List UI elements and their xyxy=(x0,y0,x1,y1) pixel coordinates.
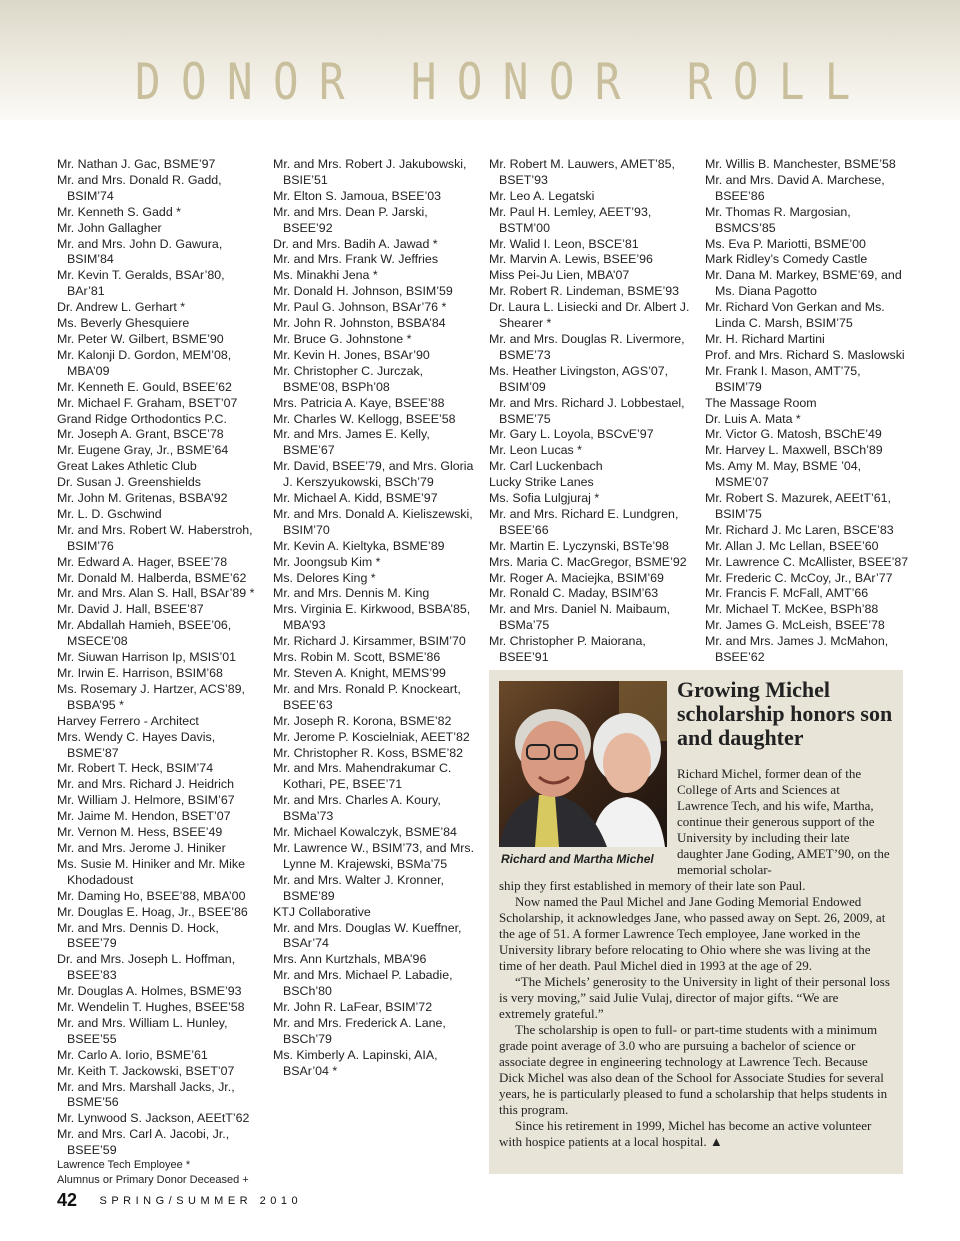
donor-entry: Mr. and Mrs. Richard J. Heidrich xyxy=(57,777,234,792)
donor-entry: Ms. Eva P. Mariotti, BSME’00 xyxy=(705,236,866,251)
donor-entry: Mr. and Mrs. Carl A. Jacobi, Jr., BSEE’59 xyxy=(57,1127,230,1158)
donor-entry: Mr. John Gallagher xyxy=(57,220,162,235)
donor-entry: Mr. Kenneth E. Gould, BSEE’62 xyxy=(57,379,232,394)
donor-entry: Mr. Kenneth S. Gadd * xyxy=(57,204,181,219)
donor-entry: Mr. and Mrs. Frank W. Jeffries xyxy=(273,252,439,267)
donor-entry: Mr. Michael Kowalczyk, BSME’84 xyxy=(273,825,457,840)
donor-entry: Mr. Leo A. Legatski xyxy=(489,188,595,203)
donor-entry: Mr. Siuwan Harrison Ip, MSIS’01 xyxy=(57,650,237,665)
donor-entry: Mr. Dana M. Markey, BSME’69, and Ms. Diana Pagotto xyxy=(705,268,902,299)
donor-entry: Ms. Beverly Ghesquiere xyxy=(57,316,190,331)
donor-entry: Mr. and Mrs. James E. Kelly, BSME’67 xyxy=(273,427,430,458)
donor-entry: Mr. Richard Von Gerkan and Ms. Linda C. Marsh, BSIM’75 xyxy=(705,300,885,331)
donor-entry: Mr. and Mrs. Douglas W. Kueffner, BSAr’74 xyxy=(273,920,462,951)
donor-entry: Mr. Kevin H. Jones, BSAr’90 xyxy=(273,347,430,362)
legend-employee: Lawrence Tech Employee * xyxy=(57,1159,191,1171)
donor-entry: Mr. Robert R. Lindeman, BSME’93 xyxy=(489,284,680,299)
donor-column-2 xyxy=(273,157,478,1080)
donor-entry: Mr. Eugene Gray, Jr., BSME’64 xyxy=(57,443,229,458)
page-footer xyxy=(57,1190,302,1211)
donor-entry: Mr. and Mrs. Robert W. Haberstroh, BSIM’76 xyxy=(57,522,253,553)
donor-entry: Mr. Steven A. Knight, MEMS’99 xyxy=(273,666,446,680)
donor-entry: Dr. and Mrs. Joseph L. Hoffman, BSEE’83 xyxy=(57,952,236,983)
donor-entry: Grand Ridge Orthodontics P.C. xyxy=(57,411,227,426)
donor-entry: Mr. James G. McLeish, BSEE’78 xyxy=(705,618,885,633)
donor-entry: Mr. Christopher P. Maiorana, BSEE’91 xyxy=(489,634,646,665)
page-title: DONOR HONOR ROLL xyxy=(135,53,871,111)
donor-entry: Mr. Kevin T. Geralds, BSAr’80, BAr’81 xyxy=(57,268,225,299)
donor-entry: Mr. David, BSEE’79, and Mrs. Gloria J. Kerszyukowski, BSCh’79 xyxy=(273,459,474,490)
donor-entry: Dr. Susan J. Greenshields xyxy=(57,475,201,490)
donor-entry: Mr. Nathan J. Gac, BSME’97 xyxy=(57,157,216,171)
donor-entry: Mr. David J. Hall, BSEE’87 xyxy=(57,602,204,617)
donor-entry: Mr. and Mrs. Marshall Jacks, Jr., BSME’56 xyxy=(57,1079,235,1110)
donor-entry: Mr. Charles W. Kellogg, BSEE’58 xyxy=(273,411,456,426)
michel-photo xyxy=(499,681,667,847)
sidebar-headline: Growing Michel scholarship honors son and daughter xyxy=(677,677,893,750)
story-intro xyxy=(677,766,893,878)
donor-entry: Harvey Ferrero - Architect xyxy=(57,713,199,728)
donor-entry: Mr. and Mrs. Dennis M. King xyxy=(273,586,430,601)
donor-entry: Mr. Michael A. Kidd, BSME’97 xyxy=(273,491,438,506)
story-paragraph: The scholarship is open to full- or part-time students with a minimum grade point average of 3.0 who are pursuing a bachelor of science or associate degree in engineering technology at Lawrence Tech. Because Dick Michel was also dean of the School for Associate Studies for several years, he is particularly pleased to fund a scholarship that helps students in this program. xyxy=(499,1022,888,1117)
donor-column-1 xyxy=(57,157,262,1159)
donor-entry: Ms. Amy M. May, BSME ’04, MSME’07 xyxy=(705,459,862,490)
donor-entry: Mr. Gary L. Loyola, BSCvE’97 xyxy=(489,427,654,442)
donor-entry: Mr. and Mrs. Alan S. Hall, BSAr’89 * xyxy=(57,586,255,601)
donor-entry: Mr. Frederic C. McCoy, Jr., BAr’77 xyxy=(705,570,893,585)
legend-deceased: Alumnus or Primary Donor Deceased + xyxy=(57,1173,249,1186)
donor-entry: Mr. Robert S. Mazurek, AEEtT’61, BSIM’75 xyxy=(705,491,891,521)
donor-entry: Ms. Susie M. Hiniker and Mr. Mike Khodadoust xyxy=(57,856,245,887)
donor-entry: Mrs. Maria C. MacGregor, BSME’92 xyxy=(489,554,687,569)
donor-entry: Ms. Kimberly A. Lapinski, AIA, BSAr’04 * xyxy=(273,1047,438,1078)
donor-entry: Miss Pei-Ju Lien, MBA’07 xyxy=(489,268,630,283)
donor-entry: Mr. Roger A. Maciejka, BSIM’69 xyxy=(489,570,664,585)
donor-entry: Mr. Martin E. Lyczynski, BSTe’98 xyxy=(489,538,669,553)
donor-entry: Mr. Michael T. McKee, BSPh’88 xyxy=(705,602,879,617)
donor-entry: Dr. Laura L. Lisiecki and Dr. Albert J. Shearer * xyxy=(489,300,690,331)
story-paragraph: ship they first established in memory of their late son Paul. xyxy=(499,878,806,893)
donor-entry: Mr. Lynwood S. Jackson, AEEtT’62 xyxy=(57,1111,250,1126)
donor-entry: Mr. Wendelin T. Hughes, BSEE’58 xyxy=(57,1000,245,1015)
story-paragraph: Now named the Paul Michel and Jane Goding Memorial Endowed Scholarship, it acknowledges Jane, who passed away on Sept. 26, 2009, at the age of 51. A former Lawrence Tech employee, Jane worked in the University library before relocating to Ohio where she was living at the time of her death. Paul Michel died in 1993 at the age of 29. xyxy=(499,894,886,973)
donor-entry: Mr. Allan J. Mc Lellan, BSEE’60 xyxy=(705,538,879,553)
donor-entry: Ms. Delores King * xyxy=(273,570,376,585)
donor-entry: Mr. Robert M. Lauwers, AMET’85, BSET’93 xyxy=(489,157,675,187)
donor-entry: Mr. Douglas A. Holmes, BSME’93 xyxy=(57,984,242,999)
donor-entry: Mr. Joongsub Kim * xyxy=(273,554,381,569)
issue-season: SPRING/SUMMER 2010 xyxy=(99,1194,303,1207)
legend xyxy=(57,1158,249,1187)
donor-entry: Mr. and Mrs. James J. McMahon, BSEE’62 xyxy=(705,634,889,665)
donor-entry: Mrs. Robin M. Scott, BSME’86 xyxy=(273,650,441,665)
donor-entry: Mr. Jaime M. Hendon, BSET’07 xyxy=(57,809,231,824)
donor-entry: Mrs. Virginia E. Kirkwood, BSBA’85, MBA’93 xyxy=(273,602,471,633)
donor-entry: Mr. and Mrs. Dennis D. Hock, BSEE’79 xyxy=(57,920,219,951)
donor-entry: Ms. Heather Livingston, AGS’07, BSIM’09 xyxy=(489,363,669,394)
donor-entry: Mr. Irwin E. Harrison, BSIM’68 xyxy=(57,666,223,680)
donor-entry: Mr. John R. LaFear, BSIM’72 xyxy=(273,1000,433,1015)
donor-entry: Mr. Lawrence C. McAllister, BSEE’87 xyxy=(705,554,909,569)
donor-entry: Mr. Kalonji D. Gordon, MEM’08, MBA’09 xyxy=(57,347,232,378)
donor-entry: Mr. Edward A. Hager, BSEE’78 xyxy=(57,554,228,569)
donor-entry: Mr. John R. Johnston, BSBA’84 xyxy=(273,316,446,331)
donor-entry: Dr. and Mrs. Badih A. Jawad * xyxy=(273,236,438,251)
donor-entry: Mr. Willis B. Manchester, BSME’58 xyxy=(705,157,896,171)
donor-entry: Mr. Ronald C. Maday, BSIM’63 xyxy=(489,586,659,601)
donor-entry: Mr. Paul G. Johnson, BSAr’76 * xyxy=(273,300,447,315)
donor-column-3 xyxy=(489,157,694,666)
donor-entry: Mr. Carl Luckenbach xyxy=(489,459,603,474)
donor-entry: Mr. Bruce G. Johnstone * xyxy=(273,331,412,346)
donor-entry: Mr. and Mrs. Donald A. Kieliszewski, BSIM’70 xyxy=(273,506,473,537)
donor-column-4 xyxy=(705,157,910,666)
donor-entry: Prof. and Mrs. Richard S. Maslowski xyxy=(705,347,905,362)
donor-entry: Mr. Richard J. Kirsammer, BSIM’70 xyxy=(273,634,466,649)
donor-entry: Ms. Sofia Lulgjuraj * xyxy=(489,491,600,506)
donor-entry: Mr. L. D. Gschwind xyxy=(57,506,162,521)
story-paragraph: “The Michels’ generosity to the University in light of their personal loss is very moving,” said Julie Vulaj, director of major gifts. “We are extremely grateful.” xyxy=(499,974,890,1021)
donor-entry: Mr. Paul H. Lemley, AEET’93, BSTM’00 xyxy=(489,204,652,235)
donor-entry: Mr. Marvin A. Lewis, BSEE’96 xyxy=(489,252,653,267)
donor-entry: Mrs. Ann Kurtzhals, MBA’96 xyxy=(273,952,427,967)
donor-entry: Mr. Christopher R. Koss, BSME’82 xyxy=(273,745,464,760)
donor-entry: Mr. and Mrs. Walter J. Kronner, BSME’89 xyxy=(273,872,444,903)
donor-entry: Mr. Donald H. Johnson, BSIM’59 xyxy=(273,284,453,299)
donor-entry: Mr. and Mrs. Daniel N. Maibaum, BSMa’75 xyxy=(489,602,671,633)
donor-entry: Mr. Richard J. Mc Laren, BSCE’83 xyxy=(705,522,894,537)
intro-paragraph: Richard Michel, former dean of the College of Arts and Sciences at Lawrence Tech, and his wife, Martha, continue their generous support of the University by including their late daughter Jane Goding, AMET’90, on the memorial scholar- xyxy=(677,766,890,877)
donor-entry: Mr. John M. Gritenas, BSBA’92 xyxy=(57,491,228,506)
donor-entry: Dr. Luis A. Mata * xyxy=(705,411,801,426)
donor-entry: Mr. and Mrs. John D. Gawura, BSIM’84 xyxy=(57,236,223,267)
story-body xyxy=(499,878,893,1150)
donor-entry: Mr. Frank I. Mason, AMT’75, BSIM’79 xyxy=(705,363,861,394)
donor-entry: Mr. Joseph R. Korona, BSME’82 xyxy=(273,713,452,728)
donor-entry: Mr. Leon Lucas * xyxy=(489,443,582,458)
donor-entry: Mr. Michael F. Graham, BSET’07 xyxy=(57,395,238,410)
donor-entry: Mr. and Mrs. David A. Marchese, BSEE’86 xyxy=(705,172,885,203)
donor-entry: Mr. and Mrs. Ronald P. Knockeart, BSEE’63 xyxy=(273,681,461,712)
donor-entry: Mr. Donald M. Halberda, BSME’62 xyxy=(57,570,247,585)
donor-entry: Ms. Rosemary J. Hartzer, ACS’89, BSBA’95 * xyxy=(57,681,245,712)
donor-entry: The Massage Room xyxy=(705,395,817,410)
donor-entry: Mr. and Mrs. Donald R. Gadd, BSIM’74 xyxy=(57,172,222,203)
donor-entry: Mr. Lawrence W., BSIM’73, and Mrs. Lynne M. Krajewski, BSMa’75 xyxy=(273,840,475,871)
donor-entry: Mr. Carlo A. Iorio, BSME’61 xyxy=(57,1047,208,1062)
donor-entry: Mr. and Mrs. Richard J. Lobbestael, BSME’75 xyxy=(489,395,685,426)
donor-entry: Mr. Elton S. Jamoua, BSEE’03 xyxy=(273,188,442,203)
donor-entry: Mr. and Mrs. Richard E. Lundgren, BSEE’66 xyxy=(489,506,679,537)
donor-entry: Mr. Kevin A. Kieltyka, BSME’89 xyxy=(273,538,445,553)
donor-entry: Dr. Andrew L. Gerhart * xyxy=(57,300,186,315)
donor-entry: Mr. and Mrs. Dean P. Jarski, BSEE’92 xyxy=(273,204,428,235)
donor-entry: Mr. Harvey L. Maxwell, BSCh’89 xyxy=(705,443,883,458)
donor-entry: Mr. and Mrs. Charles A. Koury, BSMa’73 xyxy=(273,793,441,824)
donor-entry: Mr. and Mrs. Michael P. Labadie, BSCh’80 xyxy=(273,968,453,999)
donor-entry: Mrs. Wendy C. Hayes Davis, BSME’87 xyxy=(57,729,216,760)
donor-entry: Mr. Daming Ho, BSEE’88, MBA’00 xyxy=(57,888,246,903)
donor-entry: Mr. Abdallah Hamieh, BSEE’06, MSECE’08 xyxy=(57,618,232,649)
donor-entry: Mr. and Mrs. William L. Hunley, BSEE’55 xyxy=(57,1015,228,1046)
donor-entry: Mr. Keith T. Jackowski, BSET’07 xyxy=(57,1063,235,1078)
donor-entry: KTJ Collaborative xyxy=(273,904,371,919)
donor-entry: Mr. Joseph A. Grant, BSCE’78 xyxy=(57,427,224,442)
donor-entry: Mr. and Mrs. Jerome J. Hiniker xyxy=(57,840,226,855)
donor-entry: Ms. Minakhi Jena * xyxy=(273,268,378,283)
story-paragraph: Since his retirement in 1999, Michel has become an active volunteer with hospice patients at a local hospital. ▲ xyxy=(499,1118,872,1149)
donor-entry: Great Lakes Athletic Club xyxy=(57,459,197,474)
donor-entry: Mr. and Mrs. Douglas R. Livermore, BSME’73 xyxy=(489,331,685,362)
donor-entry: Mark Ridley’s Comedy Castle xyxy=(705,252,868,267)
donor-entry: Mr. and Mrs. Frederick A. Lane, BSCh’79 xyxy=(273,1015,446,1046)
donor-entry: Mr. Vernon M. Hess, BSEE’49 xyxy=(57,825,223,840)
donor-entry: Mr. Peter W. Gilbert, BSME’90 xyxy=(57,331,224,346)
page-number: 42 xyxy=(57,1190,78,1210)
donor-entry: Mr. and Mrs. Mahendrakumar C. Kothari, PE, BSEE’71 xyxy=(273,761,452,792)
donor-entry: Mr. Robert T. Heck, BSIM’74 xyxy=(57,761,214,776)
donor-entry: Mr. Victor G. Matosh, BSChE’49 xyxy=(705,427,882,442)
donor-entry: Mr. Thomas R. Margosian, BSMCS’85 xyxy=(705,204,851,235)
donor-entry: Mr. William J. Helmore, BSIM’67 xyxy=(57,793,235,808)
donor-entry: Lucky Strike Lanes xyxy=(489,475,594,490)
donor-entry: Mr. Christopher C. Jurczak, BSME’08, BSPh’08 xyxy=(273,363,424,394)
photo-caption: Richard and Martha Michel xyxy=(501,852,654,866)
donor-entry: Mr. Walid I. Leon, BSCE’81 xyxy=(489,236,639,251)
donor-entry: Mr. Douglas E. Hoag, Jr., BSEE’86 xyxy=(57,904,248,919)
donor-entry: Mr. and Mrs. Robert J. Jakubowski, BSIE’51 xyxy=(273,157,467,187)
donor-entry: Mr. Francis F. McFall, AMT’66 xyxy=(705,586,869,601)
donor-entry: Mr. H. Richard Martini xyxy=(705,331,825,346)
donor-entry: Mr. Jerome P. Koscielniak, AEET’82 xyxy=(273,729,470,744)
donor-entry: Mrs. Patricia A. Kaye, BSEE’88 xyxy=(273,395,445,410)
